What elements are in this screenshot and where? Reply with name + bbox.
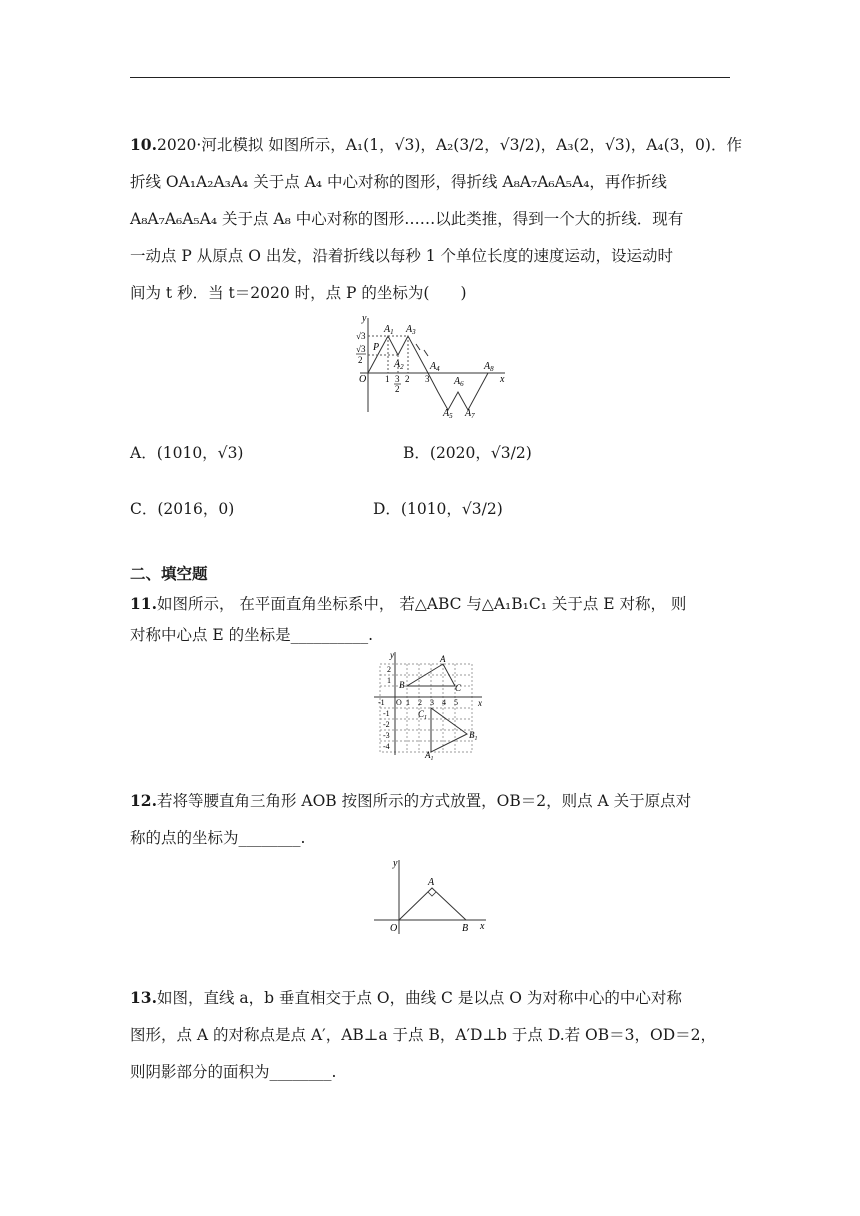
q10-label-a5: $A_5$ bbox=[443, 408, 453, 420]
question-10 bbox=[130, 126, 742, 312]
svg-text:-1: -1 bbox=[383, 709, 390, 718]
svg-text:1: 1 bbox=[406, 698, 410, 707]
q11-line-2: 对称中心点 E 的坐标是__________. bbox=[130, 626, 374, 644]
q10-option-d[interactable]: D．(1010，√3/2) bbox=[373, 500, 503, 518]
q10-label-a8: $A_8$ bbox=[484, 361, 494, 373]
svg-text:x: x bbox=[478, 698, 482, 708]
q13-line-3: 则阴影部分的面积为________. bbox=[130, 1063, 337, 1081]
q10-label-o: O bbox=[359, 374, 367, 385]
svg-text:-1: -1 bbox=[378, 698, 385, 707]
svg-text:4: 4 bbox=[442, 698, 446, 707]
q10-number: 10. bbox=[130, 135, 157, 154]
q10-tick-sqrt3-2: √3 bbox=[356, 344, 366, 354]
svg-text:-2: -2 bbox=[383, 720, 390, 729]
section-heading-fill-in: 二、填空题 bbox=[130, 565, 208, 583]
question-12 bbox=[130, 782, 730, 857]
svg-text:2: 2 bbox=[358, 355, 363, 365]
q10-tick-sqrt3: √3 bbox=[356, 331, 366, 341]
q10-label-a6: $A_6$ bbox=[454, 376, 464, 388]
q10-label-y: y bbox=[362, 313, 367, 324]
svg-text:-3: -3 bbox=[383, 731, 390, 740]
q11-label-c: C bbox=[455, 683, 462, 693]
q10-figure bbox=[350, 312, 510, 420]
q11-label-b: B bbox=[399, 680, 405, 690]
q12-figure bbox=[370, 856, 495, 936]
q13-line-2: 图形，点 A 的对称点是点 A′，AB⊥a 于点 B，A′D⊥b 于点 D.若 OB＝3，OD＝2， bbox=[130, 1026, 717, 1044]
q10-label-x: x bbox=[500, 374, 505, 385]
q10-label-a1: $A_1$ bbox=[384, 324, 394, 336]
q12-line-1: 12.若将等腰直角三角形 AOB 按图所示的方式放置，OB＝2，则点 A 关于原点对 bbox=[130, 791, 692, 810]
q10-label-a3: $A_3$ bbox=[406, 324, 416, 336]
q10-line-5: 间为 t 秒．当 t＝2020 时，点 P 的坐标为( ) bbox=[130, 284, 467, 302]
q12-label-b: B bbox=[462, 923, 469, 934]
q11-label-c1: $C_1$ bbox=[418, 709, 428, 721]
q12-label-a: A bbox=[428, 877, 435, 888]
svg-text:2: 2 bbox=[418, 698, 422, 707]
q11-line-1: 11.如图所示， 在平面直角坐标系中， 若△ABC 与△A₁B₁C₁ 关于点 E 对称， 则 bbox=[130, 594, 687, 613]
q11-label-a: A bbox=[440, 654, 446, 664]
svg-text:2: 2 bbox=[387, 665, 391, 674]
q10-tick-2: 2 bbox=[405, 374, 410, 384]
q12-label-o: O bbox=[390, 923, 398, 934]
q10-tick-3-2: 3 bbox=[395, 374, 400, 384]
svg-text:y: y bbox=[393, 858, 398, 869]
question-11 bbox=[130, 588, 730, 651]
svg-text:5: 5 bbox=[454, 698, 458, 707]
svg-text:2: 2 bbox=[395, 384, 400, 394]
q10-tick-1: 1 bbox=[385, 374, 390, 384]
q11-figure bbox=[370, 650, 490, 760]
q10-option-c[interactable]: C．(2016，0) bbox=[130, 500, 235, 518]
svg-text:O: O bbox=[396, 698, 402, 707]
q11-triangle-abc bbox=[407, 664, 455, 686]
q10-label-a7: $A_7$ bbox=[465, 408, 475, 420]
q11-label-a1: $A_1$ bbox=[425, 750, 434, 760]
q10-option-a[interactable]: A．(1010，√3) bbox=[130, 444, 244, 462]
header-rule bbox=[130, 77, 730, 78]
q10-line-4: 一动点 P 从原点 O 出发，沿着折线以每秒 1 个单位长度的速度运动，设运动时 bbox=[130, 247, 674, 265]
svg-text:1: 1 bbox=[387, 676, 391, 685]
q12-triangle-aob bbox=[399, 888, 466, 920]
q10-option-b[interactable]: B．(2020，√3/2) bbox=[403, 444, 532, 462]
q10-label-a4: $A_4$ bbox=[430, 361, 440, 373]
q11-label-b1: $B_1$ bbox=[469, 730, 478, 742]
svg-text:-4: -4 bbox=[383, 742, 390, 751]
q13-line-1: 13.如图，直线 a，b 垂直相交于点 O，曲线 C 是以点 O 为对称中心的中心对称 bbox=[130, 988, 682, 1007]
q10-line-2: 折线 OA₁A₂A₃A₄ 关于点 A₄ 中心对称的图形，得折线 A₈A₇A₆A₅A₄，再作折线 bbox=[130, 173, 667, 191]
q10-tick-3: 3 bbox=[425, 374, 430, 384]
svg-text:3: 3 bbox=[430, 698, 434, 707]
q10-line-1: 10.2020·河北模拟 如图所示，A₁(1，√3)，A₂(3/2，√3/2)，A₃(2，√3)，A₄(3，0)．作 bbox=[130, 135, 742, 154]
svg-text:x: x bbox=[480, 921, 485, 932]
q10-label-a2: $A_2$ bbox=[394, 359, 404, 371]
q10-line-3: A₈A₇A₆A₅A₄ 关于点 A₈ 中心对称的图形……以此类推，得到一个大的折线．现有 bbox=[130, 210, 684, 228]
q12-line-2: 称的点的坐标为________. bbox=[130, 829, 306, 847]
svg-text:y: y bbox=[390, 650, 394, 660]
q10-label-p: P bbox=[373, 342, 380, 353]
question-13 bbox=[130, 979, 730, 1091]
